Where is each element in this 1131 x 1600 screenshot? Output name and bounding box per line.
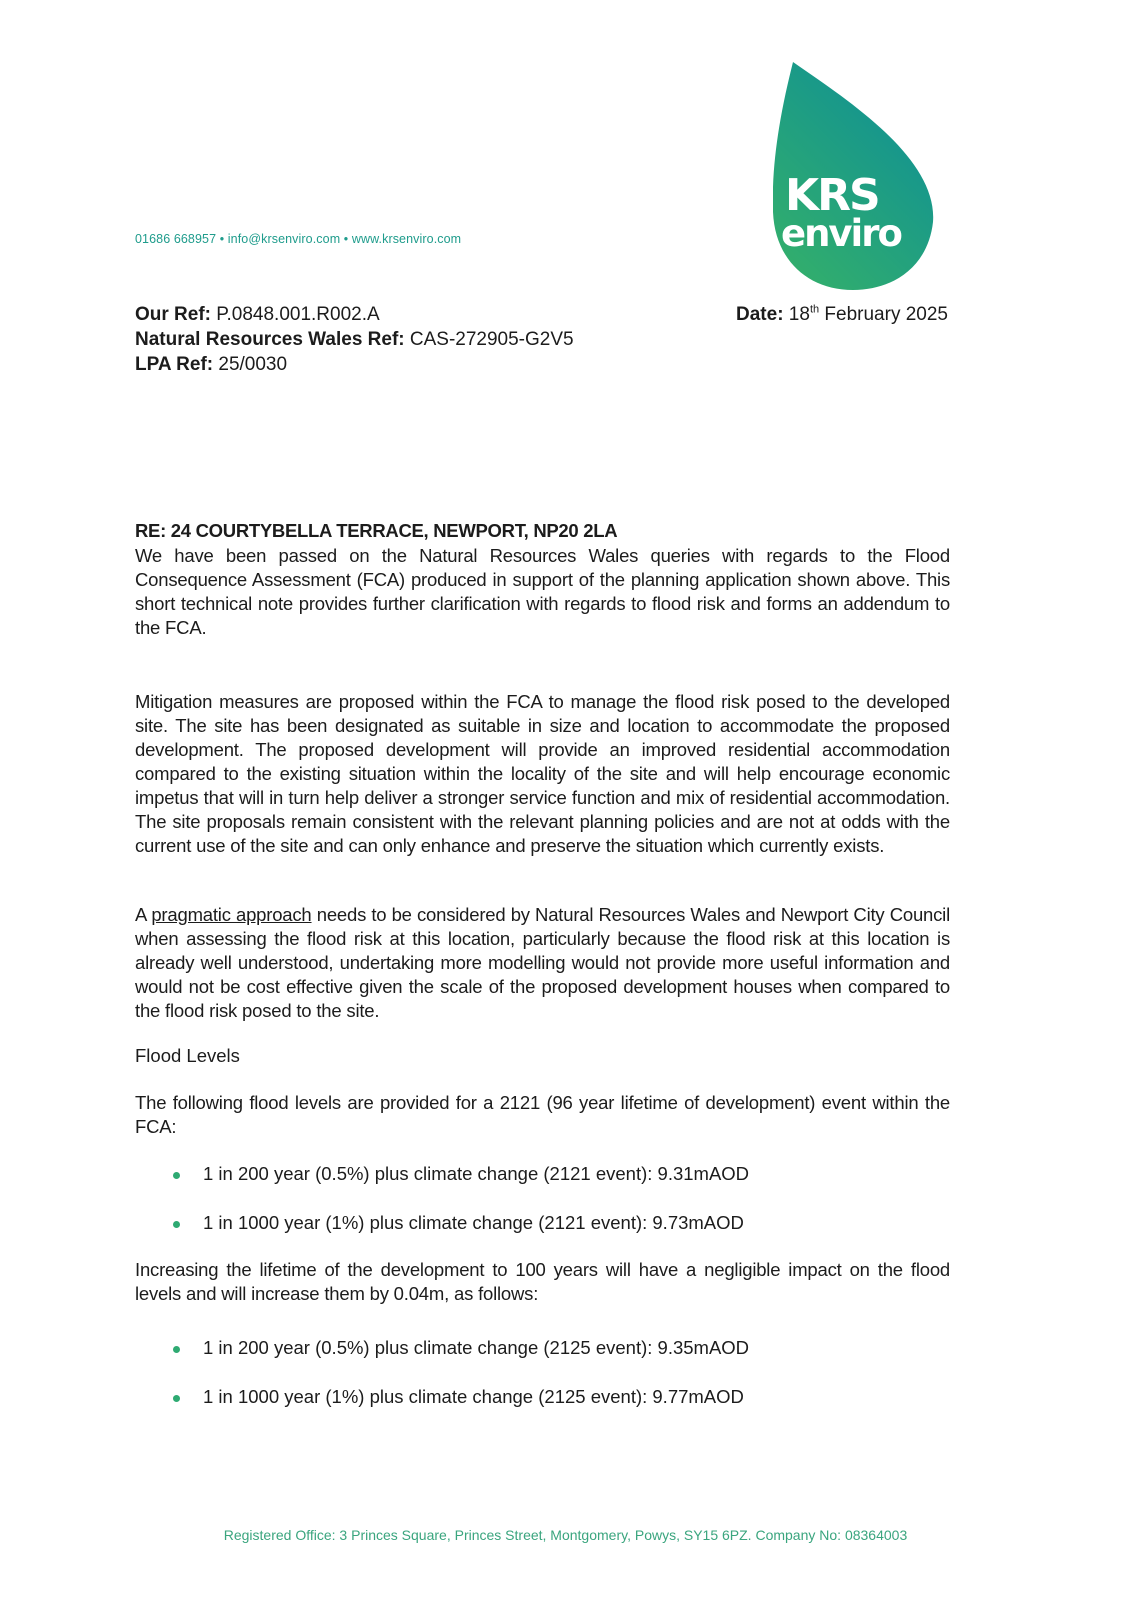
registered-office-footer: Registered Office: 3 Princes Square, Princes Street, Montgomery, Powys, SY15 6PZ. Company No: 08364003 <box>223 1527 908 1543</box>
letter-date <box>736 302 948 327</box>
nrw-ref <box>135 327 574 352</box>
reference-block <box>135 302 574 377</box>
bullet-icon <box>173 1346 180 1353</box>
paragraph-mitigation: Mitigation measures are proposed within the FCA to manage the flood risk posed to the developed site. The site has been designated as suitable in size and location to accommodate the proposed development. The proposed development will provide an improved residential accommodation compared to the existing situation within the locality of the site and will help encourage economic impetus that will in turn help deliver a stronger service function and mix of residential accommodation. The site proposals remain consistent with the relevant planning policies and are not at odds with the current use of the site and can only enhance and preserve the situation which currently exists. <box>135 691 950 856</box>
our-ref-label: Our Ref: <box>135 304 211 325</box>
list-item-text: 1 in 1000 year (1%) plus climate change (2121 event): 9.73mAOD <box>203 1212 744 1233</box>
krs-enviro-logo <box>773 62 943 292</box>
paragraph-lifetime-increase: Increasing the lifetime of the development to 100 years will have a negligible impact on the flood levels and will increase them by 0.04m, as follows: <box>135 1259 950 1304</box>
bullet-icon <box>173 1221 180 1228</box>
bullet-icon <box>173 1395 180 1402</box>
nrw-ref-value: CAS-272905-G2V5 <box>404 329 574 350</box>
our-ref <box>135 302 574 327</box>
paragraph-intro: We have been passed on the Natural Resources Wales queries with regards to the Flood Consequence Assessment (FCA) produced in support of the planning application shown above. This short technical note provides further clarification with regards to flood risk and forms an addendum to the FCA. <box>135 545 950 638</box>
date-label: Date: <box>736 304 784 325</box>
contact-line: 01686 668957 • info@krsenviro.com • www.krsenviro.com <box>135 232 462 246</box>
paragraph-pragmatic-approach <box>135 903 950 1023</box>
lpa-ref-label: LPA Ref: <box>135 354 214 375</box>
lpa-ref-value: 25/0030 <box>213 354 288 375</box>
subject-line: RE: 24 COURTYBELLA TERRACE, NEWPORT, NP20 2LA <box>135 520 618 541</box>
date-suffix: th <box>809 303 820 316</box>
nrw-ref-label: Natural Resources Wales Ref: <box>135 329 405 350</box>
list-item-text: 1 in 200 year (0.5%) plus climate change (2125 event): 9.35mAOD <box>203 1337 750 1358</box>
p3-rest: needs to be considered by Natural Resources Wales and Newport City Council when assessing the flood risk at this location, particularly because the flood risk at this location is already well understood, undertaking more modelling would not provide more useful information and would not be cost effective given the scale of the proposed development houses when compared to the flood risk posed to the site. <box>135 904 950 1021</box>
paragraph-flood-levels-2121: The following flood levels are provided for a 2121 (96 year lifetime of development) event within the FCA: <box>135 1092 950 1137</box>
bullet-icon <box>173 1172 180 1179</box>
lpa-ref <box>135 352 574 377</box>
p3-prefix: A <box>135 904 152 925</box>
our-ref-value: P.0848.001.R002.A <box>211 304 380 325</box>
logo-text-krs: KRS <box>785 170 879 221</box>
list-item-text: 1 in 1000 year (1%) plus climate change (2125 event): 9.77mAOD <box>203 1386 744 1407</box>
section-heading-flood-levels: Flood Levels <box>135 1045 240 1066</box>
list-item-text: 1 in 200 year (0.5%) plus climate change (2121 event): 9.31mAOD <box>203 1163 750 1184</box>
date-day: 18 <box>783 304 810 325</box>
date-rest: February 2025 <box>819 304 948 325</box>
pragmatic-approach-underlined: pragmatic approach <box>151 904 312 925</box>
logo-text-enviro: enviro <box>781 212 901 255</box>
